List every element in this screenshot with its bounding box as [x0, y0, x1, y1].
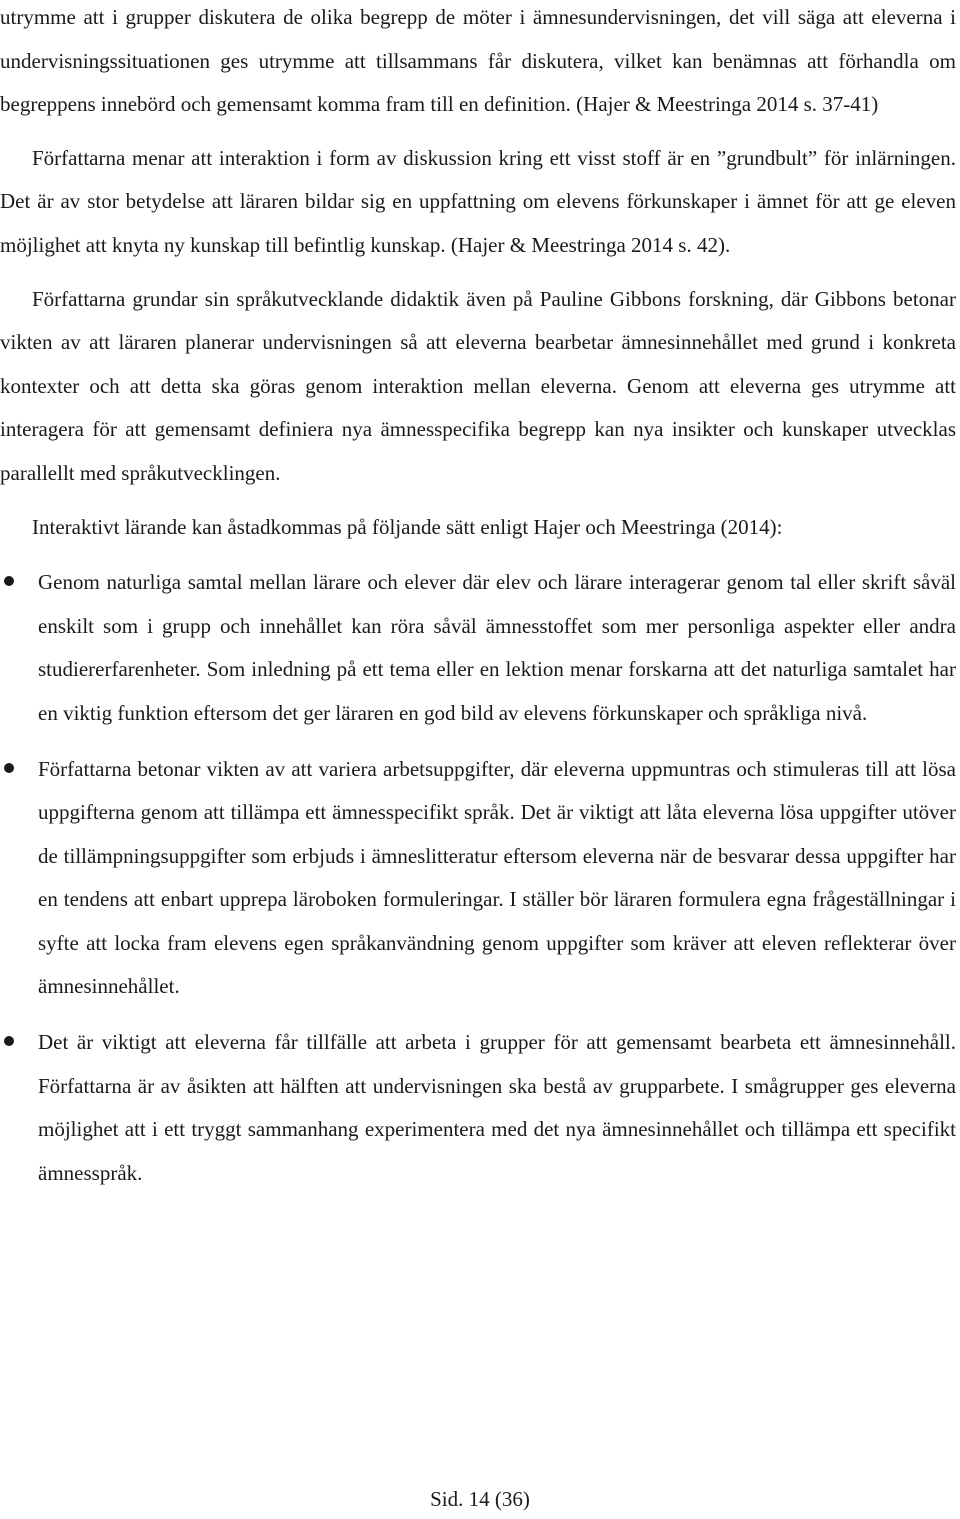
- bullet-icon: [4, 763, 14, 773]
- bullet-icon: [4, 1036, 14, 1046]
- bullet-icon: [4, 576, 14, 586]
- paragraph-gibbons: Författarna grundar sin språkutvecklande didaktik även på Pauline Gibbons forskning, där Gibbons betonar vikten av att läraren planerar undervisningen så att eleverna bearbetar ämnesinnehållet med grund i konkreta kontexter och att detta ska göras genom interaktion mellan eleverna. Genom att eleverna ges utrymme att interagera för att gemensamt definiera nya ämnesspecifika begrepp kan nya insikter och kunskaper utvecklas parallellt med språkutvecklingen.: [0, 286, 956, 485]
- bullet-list: [0, 561, 956, 1195]
- list-item-text: Författarna betonar vikten av att variera arbetsuppgifter, där eleverna uppmuntras och stimuleras till att lösa uppgifterna genom att tillämpa ett ämnesspecifikt språk. Det är viktigt att låta eleverna lösa uppgifter utöver de tillämpningsuppgifter som erbjuds i ämneslitteratur eftersom eleverna när de besvarar dessa uppgifter har en tendens att enbart upprepa läroboken formuleringar. I ställer bör läraren formulera egna frågeställningar i syfte att locka fram elevens egen språkanvändning genom uppgifter som kräver att eleven reflekterar över ämnesinnehållet.: [38, 756, 956, 999]
- paragraph-list-intro: Interaktivt lärande kan åstadkommas på följande sätt enligt Hajer och Meestringa (2014):: [32, 514, 783, 539]
- page-number: Sid. 14 (36): [430, 1487, 530, 1511]
- list-item-text: Det är viktigt att eleverna får tillfälle att arbeta i grupper för att gemensamt bearbeta ett ämnesinnehåll. Författarna är av åsikten att hälften att undervisningen ska bestå av grupparbete. I smågrupper ges eleverna möjlighet att i ett tryggt sammanhang experimentera med det nya ämnesinnehållet och tillämpa ett specifikt ämnesspråk.: [38, 1030, 956, 1185]
- paragraph-continuation: utrymme att i grupper diskutera de olika begrepp de möter i ämnesundervisningen, det vill säga att eleverna i undervisningssituationen ges utrymme att tillsammans får diskutera, vilket kan benämnas att förhandla om begreppens innebörd och gemensamt komma fram till en definition. (Hajer & Meestringa 2014 s. 37-41): [0, 5, 956, 117]
- list-item: [0, 1021, 956, 1195]
- list-item-text: Genom naturliga samtal mellan lärare och elever där elev och lärare interagerar genom tal eller skrift såväl enskilt som i grupp och innehållet kan röra såväl ämnesstoffet som mer personliga aspekter eller andra studiererfarenheter. Som inledning på ett tema eller en lektion menar forskarna att det naturliga samtalet har en viktig funktion eftersom det ger läraren en god bild av elevens förkunskaper och språkliga nivå.: [38, 570, 956, 725]
- list-item: [0, 748, 956, 1010]
- paragraph-interaction: Författarna menar att interaktion i form av diskussion kring ett visst stoff är en ”grundbult” för inlärningen. Det är av stor betydelse att läraren bildar sig en uppfattning om elevens förkunskaper i ämnet för att ge eleven möjlighet att knyta ny kunskap till befintlig kunskap. (Hajer & Meestringa 2014 s. 42).: [0, 145, 956, 257]
- list-item: [0, 561, 956, 735]
